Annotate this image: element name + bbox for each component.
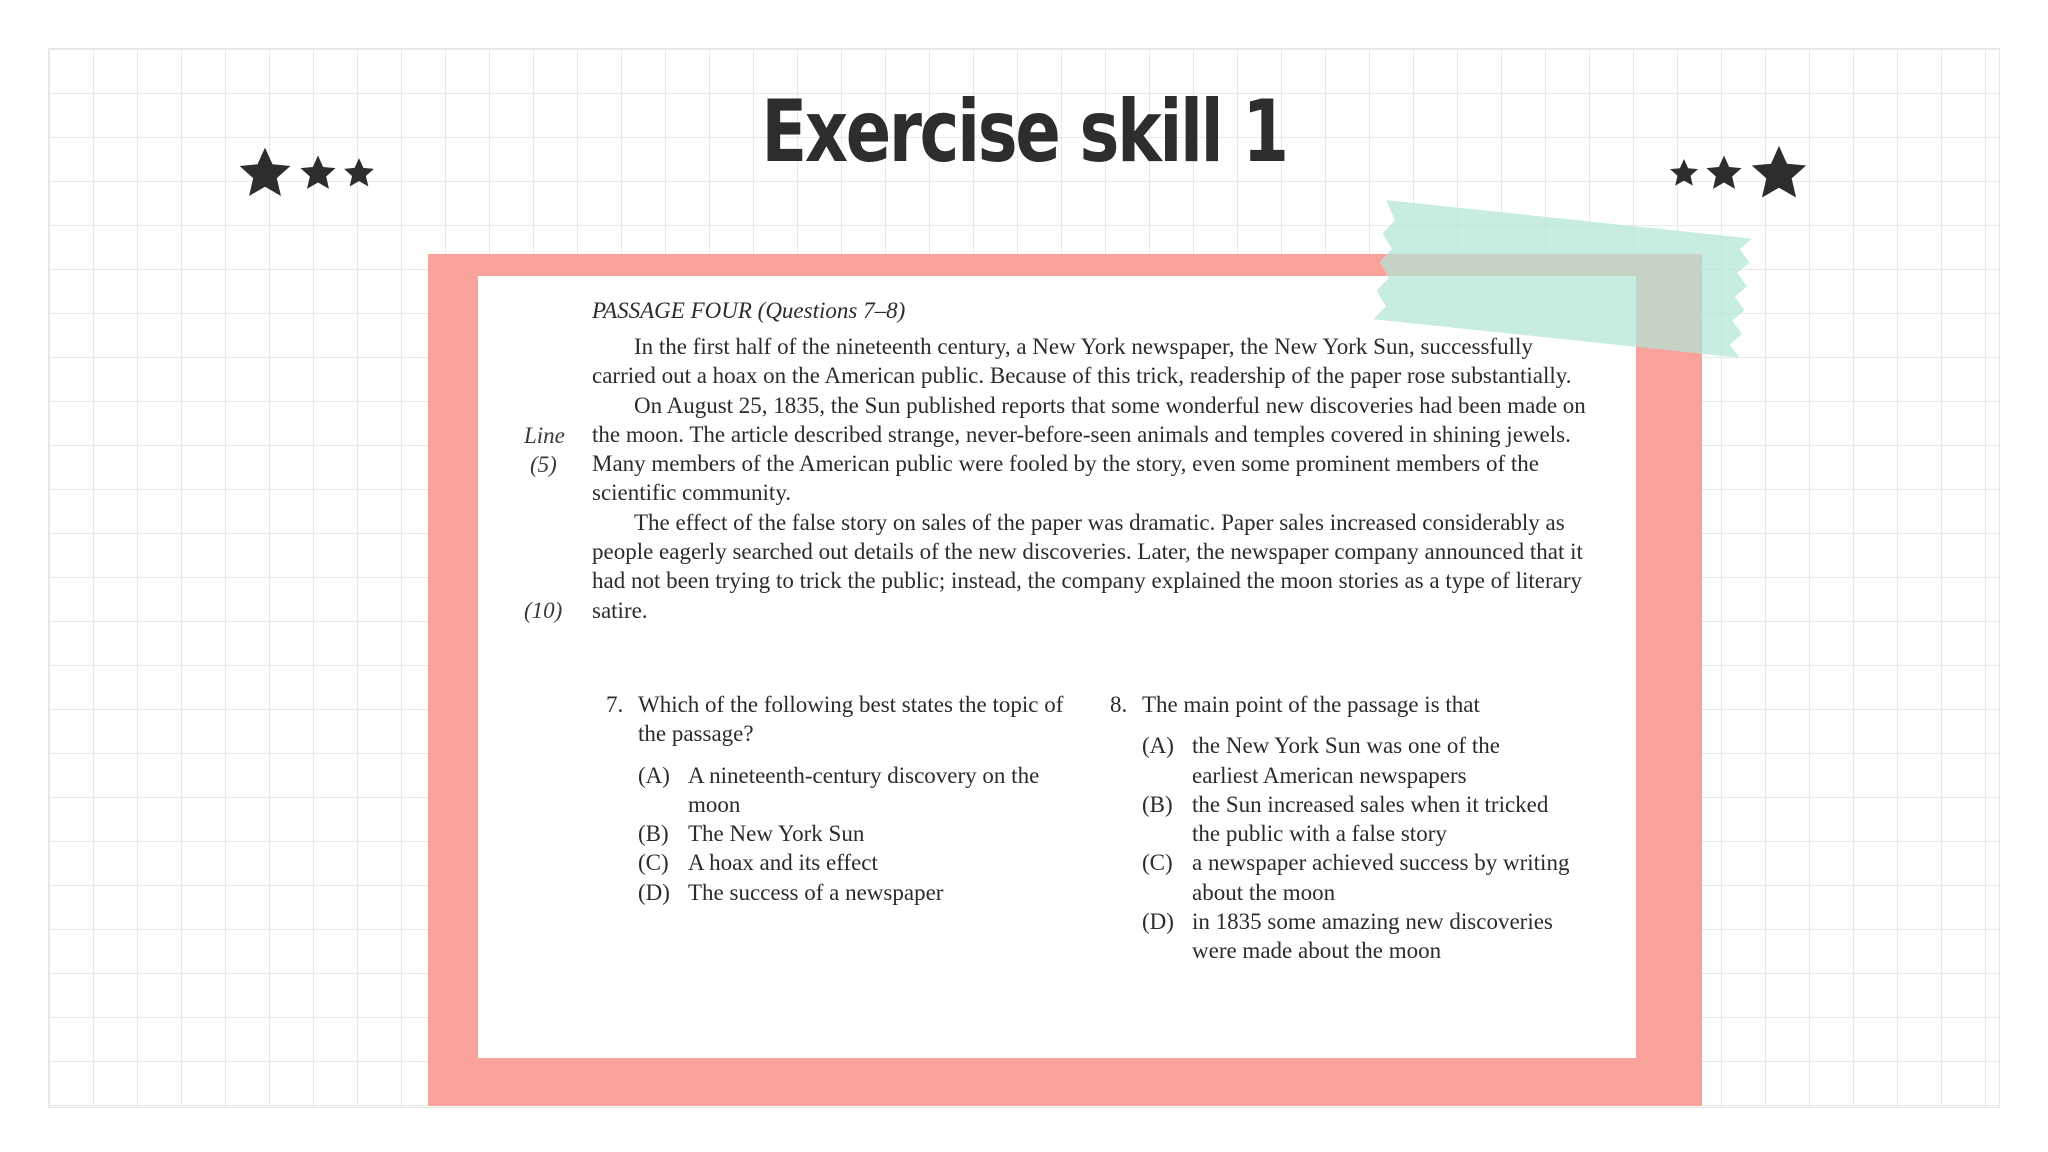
option-text: A hoax and its effect — [688, 850, 878, 876]
option-letter: (D) — [1142, 909, 1174, 935]
option-letter: (C) — [1142, 850, 1173, 876]
passage-paragraph: The effect of the false story on sales of the paper was dramatic. Paper sales increased considerably as people eagerly searched out details of the new discoveries. Later, the newspaper company announced that it had not been trying to trick the public; instead, the company explained the moon stories as a type of literary satire. — [592, 509, 1583, 623]
decorative-stars-right — [1668, 142, 1810, 204]
answer-option — [1142, 848, 1570, 907]
question-stem: Which of the following best states the topic of the passage? — [638, 692, 1064, 747]
question-number: 7. — [606, 692, 624, 717]
star-icon — [298, 153, 338, 193]
answer-option — [638, 761, 1066, 820]
passage-paragraph: On August 25, 1835, the Sun published reports that some wonderful new discoveries had been made on the moon. The article described strange, never-before-seen animals and temples covered in shining jewels. Many members of the American public were fooled by the story, even some prominent members of the scientific community. — [592, 392, 1586, 506]
decorative-stars-left — [236, 144, 376, 202]
passage-card — [478, 276, 1636, 1058]
slide-title: Exercise skill 1 — [761, 82, 1287, 182]
option-text: a newspaper achieved success by writing about the moon — [1192, 850, 1570, 905]
passage-heading: PASSAGE FOUR (Questions 7–8) — [592, 298, 906, 323]
answer-option — [638, 878, 1066, 907]
option-text: in 1835 some amazing new discoveries were made about the moon — [1192, 909, 1553, 964]
line-label: (5) — [530, 452, 557, 477]
passage-paragraph: In the first half of the nineteenth century, a New York newspaper, the New York Sun, successfully carried out a hoax on the American public. Because of this trick, readership of the paper rose substantially. — [592, 334, 1572, 389]
star-icon — [1704, 153, 1744, 193]
option-letter: (A) — [1142, 733, 1174, 759]
star-icon — [236, 144, 294, 202]
answer-option — [1142, 907, 1570, 966]
option-text: the New York Sun was one of the earliest American newspapers — [1192, 733, 1500, 788]
question-stem: The main point of the passage is that — [1142, 692, 1480, 717]
option-letter: (B) — [638, 821, 669, 847]
option-letter: (A) — [638, 762, 670, 788]
answer-option — [1142, 731, 1570, 790]
star-icon — [1668, 157, 1700, 189]
question-8 — [1110, 690, 1570, 966]
question-7 — [606, 690, 1066, 907]
option-text: the Sun increased sales when it tricked the public with a false story — [1192, 791, 1549, 847]
answer-option — [638, 848, 1066, 877]
option-letter: (D) — [638, 879, 670, 905]
line-label: (10) — [524, 598, 563, 623]
passage-text — [592, 332, 1592, 625]
option-text: A nineteenth-century discovery on the moon — [688, 762, 1040, 817]
option-letter: (B) — [1142, 791, 1173, 817]
question-number: 8. — [1110, 692, 1128, 717]
answer-option — [638, 819, 1066, 848]
option-text: The New York Sun — [688, 821, 865, 847]
star-icon — [1748, 142, 1810, 204]
answer-option — [1142, 790, 1570, 849]
option-text: The success of a newspaper — [688, 879, 944, 905]
option-letter: (C) — [638, 850, 669, 876]
line-label: Line — [524, 423, 565, 448]
star-icon — [342, 156, 376, 190]
